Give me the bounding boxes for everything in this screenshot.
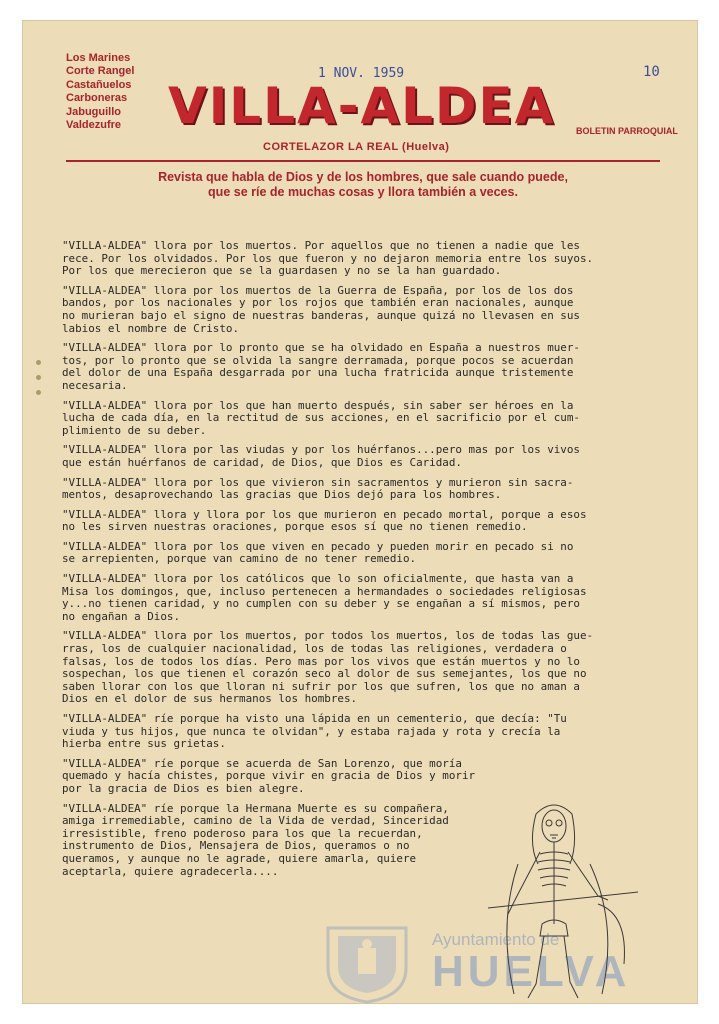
text-line: del dolor de una España desgarrada por una lucha fratricida aunque tristemente bbox=[62, 366, 574, 380]
text-line: "VILLA-ALDEA" llora por las viudas y por los huérfanos...pero mas por los vivos bbox=[62, 443, 580, 457]
text-line: por la gracia de Dios es bien alegre. bbox=[62, 781, 305, 795]
village-name: Los Marines bbox=[66, 52, 131, 64]
text-line: "VILLA-ALDEA" llora por los que vivieron sin sacramentos y murieron sin sacra- bbox=[62, 475, 574, 489]
text-line: "VILLA-ALDEA" llora por los que han muerto después, sin saber ser héroes en la bbox=[62, 398, 574, 412]
text-line: rras, los de cualquier nacionalidad, los de todas las religiones, verdadera o bbox=[62, 642, 567, 656]
skeleton-drawing bbox=[478, 804, 648, 1000]
article-paragraph bbox=[62, 630, 593, 706]
text-line: "VILLA-ALDEA" llora por los muertos. Por aquellos que no tienen a nadie que les bbox=[62, 239, 580, 252]
text-line: necesaria. bbox=[62, 378, 128, 392]
text-line: Misa los domingos, que, incluso pertenecen a hermandades o sociedades religiosas bbox=[62, 584, 587, 598]
article-paragraph bbox=[62, 285, 593, 335]
article-paragraph bbox=[62, 713, 593, 751]
text-line: no murieran bajo el signo de nuestras banderas, aunque quizá no llevasen en sus bbox=[62, 308, 580, 322]
text-line: lucha de cada día, en la rectitud de sus acciones, en el sacrificio por el cum- bbox=[62, 411, 580, 425]
text-line: instrumento de Dios, Mensajera de Dios, queramos o no bbox=[62, 839, 410, 853]
text-line: hierba entre sus grietas. bbox=[62, 737, 226, 751]
article-paragraph bbox=[62, 758, 593, 796]
text-line: "VILLA-ALDEA" llora por los católicos que lo son oficialmente, que hasta van a bbox=[62, 572, 574, 586]
watermark-city: HUELVA bbox=[432, 947, 631, 996]
villages-list bbox=[66, 52, 134, 132]
text-line: irresistible, freno poderoso para los que la recuerdan, bbox=[62, 826, 423, 840]
date-stamp: 1 NOV. 1959 bbox=[318, 66, 405, 81]
text-line: no les sirven nuestras oraciones, porque esos sí que no tienen remedio. bbox=[62, 520, 528, 534]
text-line: "VILLA-ALDEA" llora por lo pronto que se ha olvidado en España a nuestros muer- bbox=[62, 341, 580, 355]
text-line: mentos, desaprovechando las gracias que Dios dejó para los hombres. bbox=[62, 488, 502, 502]
article-paragraph bbox=[62, 509, 593, 534]
text-line: se arrepienten, porque van camino de no tener remedio. bbox=[62, 552, 417, 566]
text-line: Por los que merecieron que se la guardasen y no se la han guardado. bbox=[62, 264, 502, 278]
text-line: sospechan, los que tienen el corazón seco al dolor de sus semejantes, los que no bbox=[62, 667, 587, 681]
motto bbox=[66, 170, 660, 200]
text-line: saben llorar con los que lloran ni sufrir por los que sufren, los que no aman a bbox=[62, 679, 580, 693]
text-line: plimiento de su deber. bbox=[62, 423, 207, 437]
text-line: bandos, por los nacionales y por los rojos que también eran nacionales, aunque bbox=[62, 296, 574, 310]
text-line: "VILLA-ALDEA" llora por los muertos, por todos los muertos, los de todas las gue- bbox=[62, 629, 594, 643]
text-line: "VILLA-ALDEA" ríe porque la Hermana Muerte es su compañera, bbox=[62, 801, 449, 815]
seal-stamp bbox=[314, 922, 420, 1004]
article-paragraph bbox=[62, 240, 593, 278]
article-paragraph bbox=[62, 444, 593, 469]
text-line: que están huérfanos de caridad, de Dios, que Dios es Caridad. bbox=[62, 455, 462, 469]
text-line: tos, por lo pronto que se olvida la sangre derramada, porque pocos se acuerdan bbox=[62, 353, 574, 367]
text-line: "VILLA-ALDEA" llora y llora por los que murieron en pecado mortal, porque a esos bbox=[62, 507, 587, 521]
article-paragraph bbox=[62, 573, 593, 623]
text-line: aceptarla, quiere agradecerla.... bbox=[62, 864, 279, 878]
text-line: rece. Por los olvidados. Por los que fueron y no dejaron memoria entre los suyos. bbox=[62, 251, 594, 265]
text-line: queramos, y aunque no le agrade, quiere amarla, quiere bbox=[62, 851, 417, 865]
article-paragraph bbox=[62, 541, 593, 566]
article-paragraph bbox=[62, 477, 593, 502]
text-line: no engañan a Dios. bbox=[62, 609, 181, 623]
text-line: Dios en el dolor de sus hermanos los hombres. bbox=[62, 692, 358, 706]
boletin-label: BOLETIN PARROQUIAL bbox=[576, 126, 678, 136]
article-paragraph bbox=[62, 342, 593, 392]
text-line: y...no tienen caridad, y no cumplen con su deber y se engañan a sí mismos, pero bbox=[62, 597, 580, 611]
text-line: labios el nombre de Cristo. bbox=[62, 321, 240, 335]
village-name: Castañuelos bbox=[66, 78, 132, 91]
motto-line: Revista que habla de Dios y de los hombres, que sale cuando puede, bbox=[158, 170, 568, 184]
masthead-title: VILLA-ALDEA bbox=[168, 77, 556, 135]
text-line: quemado y hacía chistes, porque vivir en gracia de Dios y morir bbox=[62, 769, 476, 783]
village-name: Carboneras bbox=[66, 92, 128, 105]
punch-holes bbox=[36, 360, 41, 405]
village-name: Corte Rangel bbox=[66, 65, 135, 78]
text-line: falsas, los de todos los días. Pero mas por los vivos que están muertos y no lo bbox=[62, 654, 580, 668]
text-line: "VILLA-ALDEA" llora por los que viven en pecado y pueden morir en pecado si no bbox=[62, 539, 574, 553]
header-divider bbox=[66, 160, 660, 162]
watermark-line: Ayuntamiento de bbox=[432, 930, 560, 949]
issue-number: 10 bbox=[643, 64, 660, 80]
text-line: viuda y tus hijos, que nunca te olvidan", y estaba rajada y rota y crecía la bbox=[62, 724, 561, 738]
article-body bbox=[62, 240, 593, 878]
village-name: Jabuguillo bbox=[66, 105, 121, 118]
village-name: Valdezufre bbox=[66, 119, 122, 132]
text-line: "VILLA-ALDEA" ríe porque ha visto una lápida en un cementerio, que decía: "Tu bbox=[62, 712, 567, 725]
masthead-subtitle: CORTELAZOR LA REAL (Huelva) bbox=[263, 141, 450, 153]
text-line: "VILLA-ALDEA" ríe porque se acuerda de San Lorenzo, que moría bbox=[62, 756, 462, 770]
motto-line: que se ríe de muchas cosas y llora también a veces. bbox=[208, 185, 518, 199]
text-line: amiga irremediable, camino de la Vida de verdad, Sinceridad bbox=[62, 814, 449, 828]
text-line: "VILLA-ALDEA" llora por los muertos de la Guerra de España, por los de los dos bbox=[62, 283, 574, 297]
article-paragraph bbox=[62, 400, 593, 438]
